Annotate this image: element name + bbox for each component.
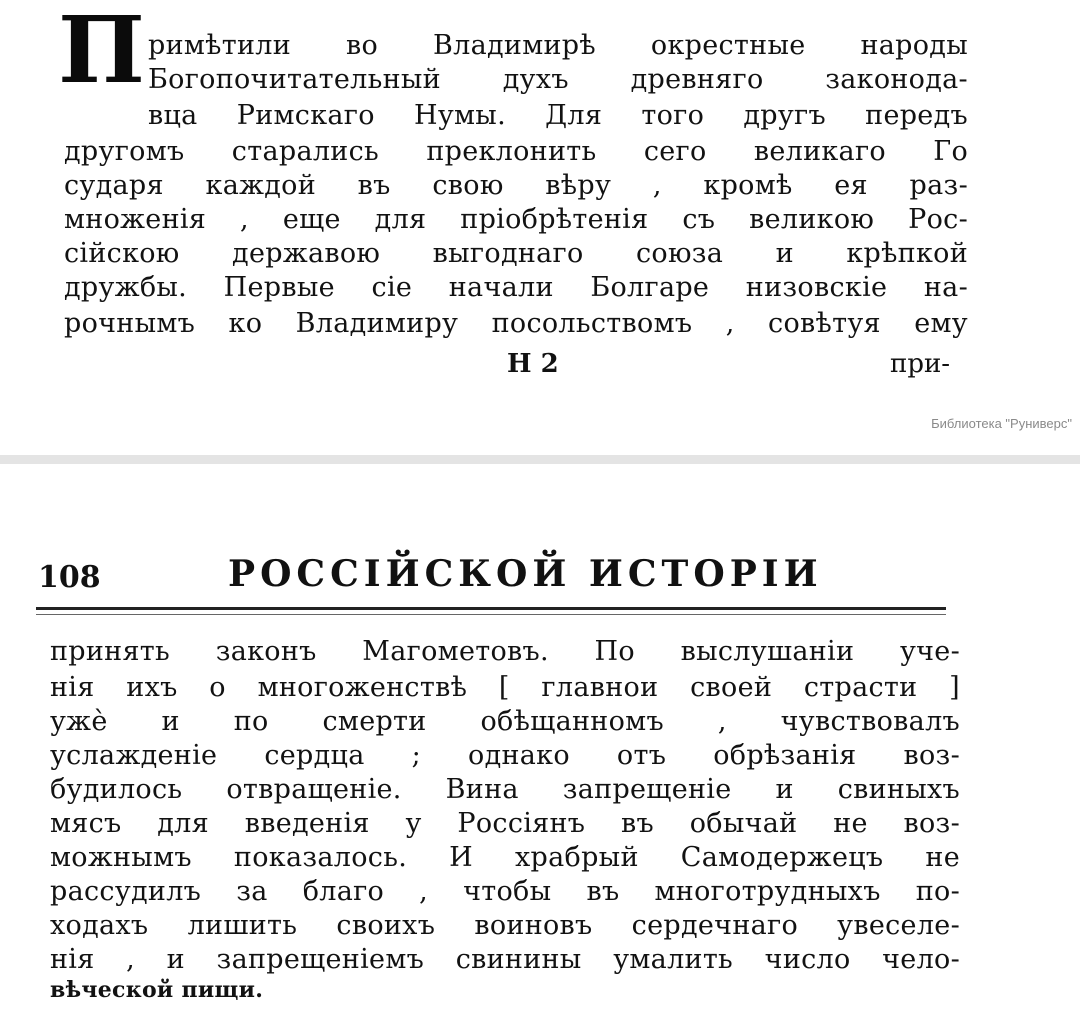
bottom-text-line-10: нія , и запрещеніемъ свинины умалить число чело- [50,944,960,975]
bottom-text-line-11: вѣческой пищи. [50,977,264,1003]
bottom-text-line-2: нія ихъ о многоженствѣ [ главнои своей страсти ] [50,672,960,703]
top-text-line-3: вца Римскаго Нумы. Для того другъ передъ [148,100,968,131]
bottom-page-scan [0,464,1080,1012]
library-watermark: Библиотека "Руниверс" [931,416,1072,431]
bottom-text-line-6: мясъ для введенія у Россіянъ въ обычай не воз- [50,808,960,839]
bottom-text-line-5: будилось отвращеніе. Вина запрещеніе и свиныхъ [50,774,960,805]
bottom-text-line-4: услажденіе сердца ; однако отъ обрѣзанія воз- [50,740,960,771]
top-text-line-8: дружбы. Первые сіе начали Болгаре низовскіе на- [64,272,968,303]
top-text-line-7: сійскою державою выгоднаго союза и крѣпкой [64,238,968,269]
top-text-line-5: сударя каждой въ свою вѣру , кромѣ ея раз- [64,170,968,201]
top-text-line-9: рочнымъ ко Владимиру посольствомъ , совѣтуя ему [64,308,968,339]
top-text-line-1: римѣтили во Владимирѣ окрестные народы [148,30,968,61]
bottom-text-line-8: рассудилъ за благо , чтобы въ многотрудныхъ по- [50,876,960,907]
top-text-line-2: Богопочитательный духъ древняго законода- [148,64,968,95]
page-number: 108 [38,560,101,595]
catchword: при- [890,349,951,379]
running-head: РОССІЙСКОЙ ИСТОРІИ [228,553,823,595]
top-page-scan [0,0,1080,455]
header-rule [36,607,946,610]
bottom-text-line-3: ужѐ и по смерти обѣщанномъ , чувствовалъ [50,706,960,737]
page-divider [0,455,1080,464]
drop-cap-letter: П [58,0,145,104]
bottom-text-line-7: можнымъ показалось. И храбрый Самодержецъ не [50,842,960,873]
header-rule-thin [36,614,946,615]
signature-mark: Н 2 [507,349,559,379]
top-text-line-6: множенія , еще для пріобрѣтенія съ великою Рос- [64,204,968,235]
bottom-text-line-9: ходахъ лишить своихъ воиновъ сердечнаго увеселе- [50,910,960,941]
top-text-line-4: другомъ старались преклонить сего великаго Го [64,136,968,167]
bottom-text-line-1: принять законъ Магометовъ. По выслушаніи уче- [50,636,960,667]
